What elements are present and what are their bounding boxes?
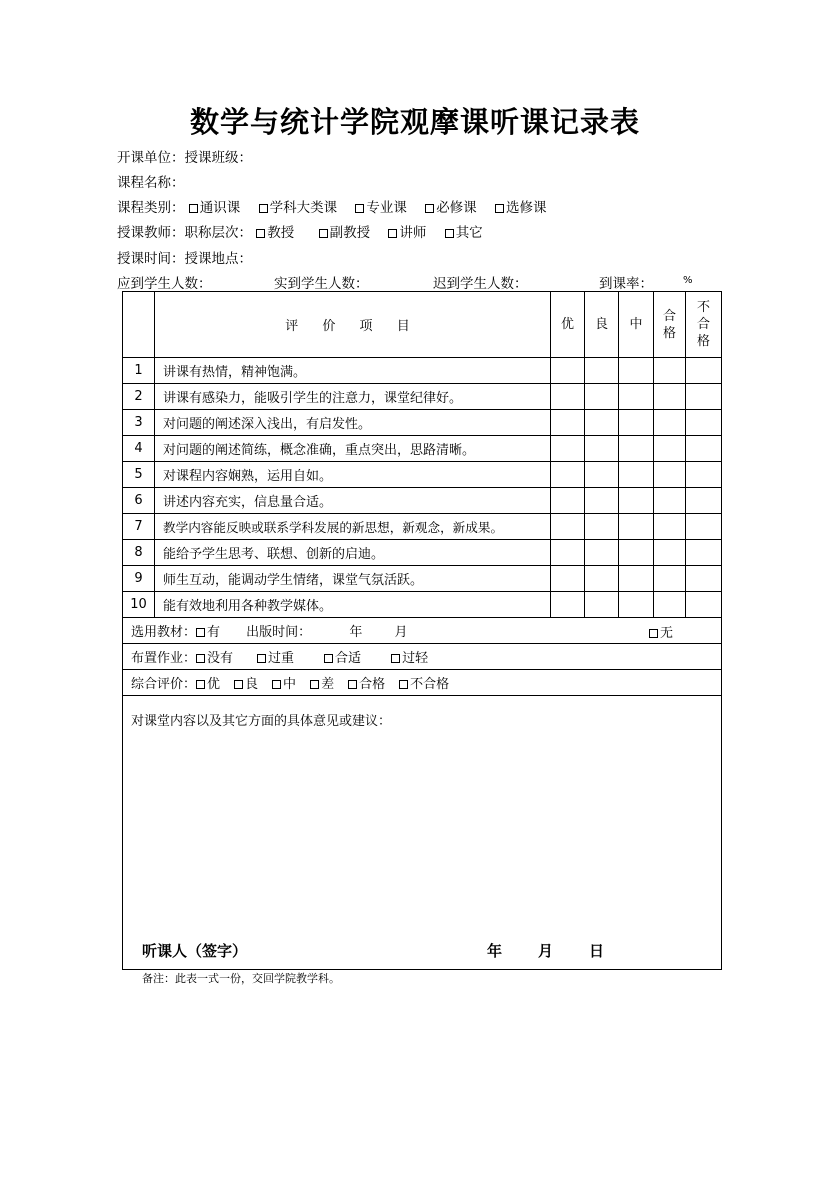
homework-label: 布置作业： (131, 651, 197, 666)
grade-cell[interactable] (654, 410, 686, 436)
table-row: 5 对课程内容娴熟，运用自如。 (123, 462, 722, 488)
overall-medium-option[interactable]: 中 (272, 677, 296, 692)
info-course-type (117, 196, 560, 216)
textbook-row (123, 618, 722, 644)
checkbox-icon[interactable] (388, 229, 397, 238)
grade-header-excellent: 优 (551, 292, 585, 358)
grade-cell[interactable] (551, 514, 585, 540)
grade-cell[interactable] (585, 436, 619, 462)
percent-sign: % (683, 275, 693, 286)
grade-cell[interactable] (654, 540, 686, 566)
grade-cell[interactable] (551, 488, 585, 514)
course-type-general[interactable]: 通识课 (189, 196, 241, 216)
grade-cell[interactable] (654, 488, 686, 514)
grade-cell[interactable] (619, 592, 654, 618)
overall-label: 综合评价： (131, 677, 197, 692)
grade-cell[interactable] (654, 436, 686, 462)
grade-cell[interactable] (551, 384, 585, 410)
info-time-place: 授课时间：授课地点： (117, 251, 252, 267)
grade-cell[interactable] (585, 566, 619, 592)
textbook-yes-option[interactable]: 有 (196, 625, 220, 640)
table-row: 7 教学内容能反映或联系学科发展的新思想，新观念，新成果。 (123, 514, 722, 540)
checkbox-icon[interactable] (425, 204, 434, 213)
info-course-name: 课程名称： (117, 175, 185, 191)
table-row: 9 师生互动，能调动学生情绪，课堂气氛活跃。 (123, 566, 722, 592)
signature-day: 日 (589, 942, 605, 960)
homework-suitable-option[interactable]: 合适 (324, 651, 361, 666)
checkbox-icon[interactable] (259, 204, 268, 213)
table-row: 1 讲课有热情，精神饱满。 (123, 358, 722, 384)
publish-time-label: 出版时间： (246, 625, 312, 640)
homework-heavy-option[interactable]: 过重 (257, 651, 294, 666)
signature-month: 月 (538, 942, 554, 960)
homework-light-option[interactable]: 过轻 (391, 651, 428, 666)
grade-cell[interactable] (686, 566, 722, 592)
grade-cell[interactable] (686, 514, 722, 540)
textbook-no-option[interactable]: 无 (649, 622, 673, 641)
header-num-cell (123, 292, 155, 358)
grade-cell[interactable] (619, 436, 654, 462)
comments-area[interactable] (123, 696, 722, 970)
table-row: 6 讲述内容充实，信息量合适。 (123, 488, 722, 514)
footnote: 备注：此表一式一份，交回学院教学科。 (142, 972, 340, 985)
course-type-required[interactable]: 必修课 (425, 196, 477, 216)
grade-cell[interactable] (654, 462, 686, 488)
grade-header-pass: 合 格 (654, 292, 686, 358)
header-item-label: 评 价 项 目 (285, 319, 420, 334)
table-row: 10 能有效地利用各种教学媒体。 (123, 592, 722, 618)
grade-cell[interactable] (619, 566, 654, 592)
checkbox-icon[interactable] (196, 654, 205, 663)
overall-good-option[interactable]: 良 (234, 677, 258, 692)
grade-cell[interactable] (551, 566, 585, 592)
grade-cell[interactable] (619, 540, 654, 566)
grade-cell[interactable] (551, 410, 585, 436)
grade-cell[interactable] (551, 540, 585, 566)
table-header-row (123, 292, 722, 358)
grade-cell[interactable] (585, 514, 619, 540)
grade-cell[interactable] (585, 592, 619, 618)
late-students-label: 迟到学生人数： (433, 276, 528, 292)
checkbox-icon[interactable] (355, 204, 364, 213)
checkbox-icon[interactable] (495, 204, 504, 213)
overall-fail-option[interactable]: 不合格 (399, 677, 449, 692)
homework-row (123, 644, 722, 670)
signature-year: 年 (487, 942, 503, 960)
title-other[interactable]: 其它 (445, 221, 483, 241)
publish-month-label: 月 (394, 625, 408, 640)
grade-cell[interactable] (686, 592, 722, 618)
checkbox-icon[interactable] (324, 654, 333, 663)
checkbox-icon[interactable] (649, 629, 658, 638)
grade-cell[interactable] (619, 514, 654, 540)
grade-cell[interactable] (619, 358, 654, 384)
evaluation-table (122, 291, 722, 970)
grade-cell[interactable] (654, 592, 686, 618)
title-professor[interactable]: 教授 (256, 221, 294, 241)
grade-cell[interactable] (619, 488, 654, 514)
grade-cell[interactable] (654, 358, 686, 384)
checkbox-icon[interactable] (189, 204, 198, 213)
grade-cell[interactable] (686, 462, 722, 488)
checkbox-icon[interactable] (196, 628, 205, 637)
table-row: 2 讲课有感染力，能吸引学生的注意力，课堂纪律好。 (123, 384, 722, 410)
info-unit-class: 开课单位：授课班级： (117, 150, 252, 166)
grade-cell[interactable] (585, 540, 619, 566)
grade-cell[interactable] (551, 358, 585, 384)
course-type-major[interactable]: 专业课 (355, 196, 407, 216)
homework-none-option[interactable]: 没有 (196, 651, 233, 666)
checkbox-icon[interactable] (348, 680, 357, 689)
grade-cell[interactable] (686, 488, 722, 514)
grade-cell[interactable] (686, 384, 722, 410)
overall-pass-option[interactable]: 合格 (348, 677, 385, 692)
table-row: 4 对问题的阐述简练，概念准确，重点突出，思路清晰。 (123, 436, 722, 462)
title-associate[interactable]: 副教授 (319, 221, 371, 241)
overall-row (123, 670, 722, 696)
checkbox-icon[interactable] (257, 654, 266, 663)
signature-label: 听课人（签字） (142, 942, 248, 960)
grade-cell[interactable] (551, 436, 585, 462)
textbook-label: 选用教材： (131, 625, 197, 640)
actual-students-label: 实到学生人数： (274, 276, 369, 292)
course-type-elective[interactable]: 选修课 (495, 196, 547, 216)
grade-cell[interactable] (686, 358, 722, 384)
checkbox-icon[interactable] (319, 229, 328, 238)
checkbox-icon[interactable] (272, 680, 281, 689)
overall-excellent-option[interactable]: 优 (196, 677, 220, 692)
comments-label: 对课堂内容以及其它方面的具体意见或建议： (131, 714, 392, 729)
comments-row (123, 696, 722, 970)
course-type-label: 课程类别： (117, 200, 185, 216)
title-lecturer[interactable]: 讲师 (388, 221, 426, 241)
grade-cell[interactable] (585, 488, 619, 514)
grade-cell[interactable] (551, 592, 585, 618)
checkbox-icon[interactable] (310, 680, 319, 689)
header-item-cell (155, 292, 551, 358)
expected-students-label: 应到学生人数： (117, 276, 212, 292)
grade-cell[interactable] (585, 384, 619, 410)
grade-cell[interactable] (585, 462, 619, 488)
grade-cell[interactable] (619, 462, 654, 488)
course-type-discipline[interactable]: 学科大类课 (259, 196, 338, 216)
form-title: 数学与统计学院观摩课听课记录表 (189, 105, 640, 139)
checkbox-icon[interactable] (234, 680, 243, 689)
grade-cell[interactable] (619, 384, 654, 410)
grade-cell[interactable] (686, 436, 722, 462)
table-row: 3 对问题的阐述深入浅出，有启发性。 (123, 410, 722, 436)
grade-cell[interactable] (585, 358, 619, 384)
table-row: 8 能给予学生思考、联想、创新的启迪。 (123, 540, 722, 566)
checkbox-icon[interactable] (196, 680, 205, 689)
grade-cell[interactable] (585, 410, 619, 436)
checkbox-icon[interactable] (256, 229, 265, 238)
checkbox-icon[interactable] (399, 680, 408, 689)
publish-year-label: 年 (349, 625, 363, 640)
grade-header-good: 良 (585, 292, 619, 358)
grade-cell[interactable] (686, 410, 722, 436)
grade-cell[interactable] (686, 540, 722, 566)
attendance-rate-label: 到课率： (599, 276, 653, 292)
info-teacher (117, 221, 497, 241)
checkbox-icon[interactable] (445, 229, 454, 238)
grade-cell[interactable] (654, 514, 686, 540)
grade-cell[interactable] (551, 462, 585, 488)
grade-header-fail: 不 合 格 (686, 292, 722, 358)
checkbox-icon[interactable] (391, 654, 400, 663)
grade-cell[interactable] (654, 384, 686, 410)
grade-cell[interactable] (654, 566, 686, 592)
grade-header-medium: 中 (619, 292, 654, 358)
overall-poor-option[interactable]: 差 (310, 677, 334, 692)
grade-cell[interactable] (619, 410, 654, 436)
teacher-label: 授课教师：职称层次： (117, 225, 252, 241)
